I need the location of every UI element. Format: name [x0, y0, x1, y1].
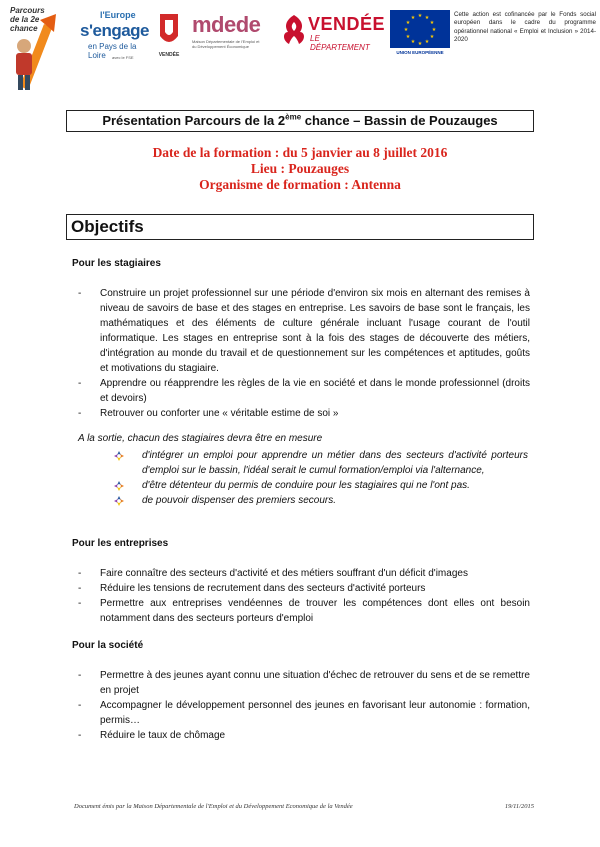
list-item-text: Construire un projet professionnel sur une période d'environ six mois en alternant des remises à niveau de savoirs de base et des stages en entreprise. Les savoirs de base sont le français, les mathématiques et des éléments de culture générale incluant l'usage courant de l'outil informatique. Les stages en entreprise sont à la fois des stages de découverte des métiers, d'intégration au monde du travail et de questionnement sur les compétences et aptitudes, goûts et motivations du stagiaire.	[100, 288, 530, 374]
outcomes-intro: A la sortie, chacun des stagiaires devra être en mesure	[78, 433, 323, 444]
list-item-text: Accompagner le développement personnel des jeunes en favorisant leur autonomie : formation, permis…	[100, 700, 530, 726]
svg-text:★: ★	[417, 13, 423, 19]
list-item: - Construire un projet professionnel sur une période d'environ six mois en alternant des remises à niveau de savoirs de base et des stages en entreprise. Les savoirs de base sont le français, les mathématiques et des éléments de culture générale incluant l'usage courant de l'outil informatique. Les stages en entreprise sont à la fois des stages de découverte des métiers, d'intégration au monde du travail et de questionnement sur les compétences et aptitudes, goûts et motivations du stagiaire.	[78, 288, 530, 374]
vendee-small-logo	[156, 12, 182, 62]
mdede-logo-subtitle: Maison Départementale de l'Emploi et du Développement Économique	[192, 39, 260, 49]
list-item: - Apprendre ou réapprendre les règles de la vie en société et dans le monde professionnel (droits et devoirs)	[78, 378, 530, 404]
list-item: - Réduire le taux de chômage	[78, 730, 226, 741]
footer-date: 19/11/2015	[504, 803, 534, 810]
outcomes-list	[110, 448, 528, 508]
list-item-text: Permettre à des jeunes ayant connu une situation d'échec de retrouver du sens et de se remettre en projet	[100, 670, 530, 696]
list-item-text: d'être détenteur du permis de conduire pour les stagiaires qui ne l'ont pas.	[142, 480, 470, 491]
title-superscript: ème	[285, 112, 302, 122]
stagiaires-list	[72, 286, 530, 421]
parcours-logo-line: de la	[10, 15, 29, 24]
list-item: - Retrouver ou conforter une « véritable estime de soi »	[78, 408, 339, 419]
entreprises-list	[72, 566, 530, 626]
svg-text:★: ★	[410, 39, 416, 45]
vendee-departement-logo	[280, 14, 386, 54]
eu-logo-caption: UNION EUROPÉENNE	[396, 50, 444, 55]
vendee-dept-name: VENDÉE	[308, 14, 386, 34]
list-item-text: Apprendre ou réapprendre les règles de la vie en société et dans le monde professionnel (droits et devoirs)	[100, 378, 530, 404]
svg-text:★: ★	[429, 20, 435, 26]
subheading-stagiaires: Pour les stagiaires	[72, 258, 161, 269]
europe-logo-line2: s'engage	[80, 21, 150, 40]
list-item: - Permettre aux entreprises vendéennes de trouver les compétences dont elles ont besoin notamment dans des secteurs porteurs d'emploi	[78, 598, 530, 624]
vendee-dept-subtitle: LE DÉPARTEMENT	[310, 34, 370, 52]
list-item	[110, 478, 528, 493]
list-item	[110, 448, 528, 478]
list-item-text: d'intégrer un emploi pour apprendre un métier dans des secteurs d'activité porteurs d'emploi sur le bassin, l'idéal serait le cumul formation/emploi via l'alternance,	[142, 450, 528, 476]
svg-text:★: ★	[424, 15, 430, 21]
formation-dates: Date de la formation : du 5 janvier au 8 juillet 2016	[152, 145, 448, 160]
eu-flag-icon	[390, 10, 450, 48]
arrow-bullet-icon	[114, 451, 124, 461]
footer-text: Document émis par la Maison Départementale de l'Emploi et du Développement Economique de la Vendée	[74, 803, 353, 810]
list-item-text: Faire connaître des secteurs d'activité et des métiers souffrant d'un déficit d'images	[100, 568, 468, 579]
svg-text:★: ★	[429, 34, 435, 40]
societe-list	[72, 668, 530, 743]
funding-note: Cette action est cofinancée par le Fonds social européen dans le cadre du programme opérationnel national « Emploi et Inclusion » 2014-2020	[454, 11, 596, 44]
subheading-entreprises: Pour les entreprises	[72, 538, 169, 549]
document-title	[66, 110, 534, 132]
list-item-text: Réduire le taux de chômage	[100, 730, 226, 741]
union-europeenne-logo	[390, 10, 450, 58]
list-item: - Permettre à des jeunes ayant connu une situation d'échec de retrouver du sens et de se remettre en projet	[78, 670, 530, 696]
subheading-societe: Pour la société	[72, 640, 144, 651]
parcours-logo-line: Parcours	[10, 6, 45, 15]
list-item-text: Retrouver ou conforter une « véritable estime de soi »	[100, 408, 339, 419]
svg-text:★: ★	[410, 15, 416, 21]
title-part-2: chance – Bassin de Pouzauges	[301, 113, 498, 128]
parcours-logo-line: 2e chance	[10, 15, 40, 33]
svg-text:★: ★	[417, 41, 423, 47]
formation-organisme: Organisme de formation : Antenna	[199, 177, 401, 192]
vendee-small-logo-text: VENDÉE	[158, 52, 180, 58]
formation-place: Lieu : Pouzauges	[250, 161, 350, 176]
title-part-1: Présentation Parcours de la 2	[102, 113, 286, 128]
svg-text:★: ★	[405, 34, 411, 40]
list-item	[110, 493, 528, 508]
list-item: - Faire connaître des secteurs d'activité et des métiers souffrant d'un déficit d'images	[78, 568, 468, 579]
list-item: - Réduire les tensions de recrutement dans des secteurs d'activité porteurs	[78, 583, 426, 594]
mdede-logo	[190, 12, 266, 62]
list-item-text: Permettre aux entreprises vendéennes de trouver les compétences dont elles ont besoin notamment dans des secteurs porteurs d'emploi	[100, 598, 530, 624]
page-footer	[74, 803, 534, 810]
header-logos	[0, 0, 600, 96]
svg-text:★: ★	[403, 27, 409, 33]
section-heading-objectifs: Objectifs	[66, 214, 534, 240]
formation-info	[66, 145, 534, 193]
mdede-logo-name: mdede	[192, 12, 261, 37]
parcours-2e-chance-logo	[10, 6, 68, 92]
svg-text:★: ★	[431, 27, 437, 33]
svg-text:★: ★	[424, 39, 430, 45]
list-item: - Accompagner le développement personnel des jeunes en favorisant leur autonomie : formation, permis…	[78, 700, 530, 726]
europe-logo-line4: avec le FSE	[112, 55, 134, 60]
svg-text:★: ★	[405, 20, 411, 26]
arrow-bullet-icon	[114, 481, 124, 491]
europe-logo-line3: en Pays de la Loire	[88, 42, 137, 60]
arrow-bullet-icon	[114, 496, 124, 506]
list-item-text: de pouvoir dispenser des premiers secours.	[142, 495, 336, 506]
list-item-text: Réduire les tensions de recrutement dans des secteurs d'activité porteurs	[100, 583, 426, 594]
europe-sengage-logo	[80, 10, 150, 68]
europe-logo-line1: l'Europe	[100, 10, 136, 20]
